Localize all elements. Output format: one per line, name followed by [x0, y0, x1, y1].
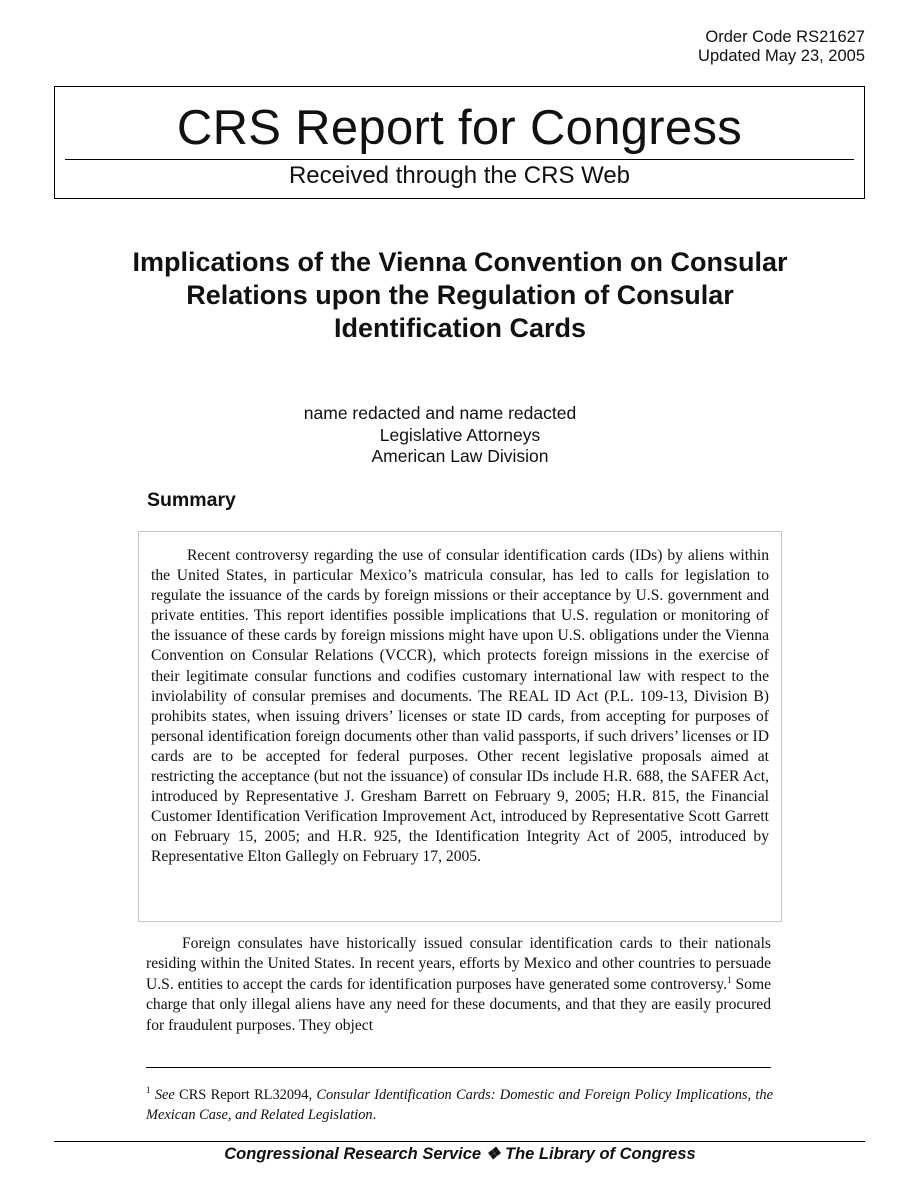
footer-text: Congressional Research Service ❖ The Library of Congress [224, 1145, 696, 1163]
updated-date: Updated May 23, 2005 [698, 47, 865, 65]
masthead-subtitle: Received through the CRS Web [288, 162, 631, 189]
author-names: name redacted and name redacted [303, 403, 577, 423]
footer-rule [54, 1141, 865, 1142]
footnote [146, 1085, 773, 1125]
author-block [0, 403, 920, 468]
footnote-see: See [154, 1087, 175, 1103]
masthead-title: CRS Report for Congress [176, 101, 743, 155]
footnote-ref: CRS Report RL32094, [174, 1087, 317, 1103]
summary-box [138, 531, 782, 922]
footnote-end: . [372, 1107, 377, 1123]
summary-heading: Summary [147, 489, 236, 511]
author-division: American Law Division [371, 446, 549, 466]
summary-text: Recent controversy regarding the use of consular identification cards (IDs) by aliens within the United States, in particular Mexico’s matricula consular, has led to calls for legislation to regulate the issuance of the cards by foreign missions or their acceptance by U.S. government and private entities. This report identifies possible implications that U.S. regulation or monitoring of the issuance of these cards by foreign missions might have upon U.S. obligations under the Vienna Convention on Consular Relations (VCCR), which protects foreign missions in the exercise of their legitimate consular functions and codifies customary international law with respect to the inviolability of consular premises and documents. The REAL ID Act (P.L. 109-13, Division B) prohibits states, when issuing drivers’ licenses or state ID cards, from accepting for purposes of personal identification foreign documents other than valid passports, if such drivers’ licenses or ID cards are to be accepted for federal purposes. Other recent legislative proposals aimed at restricting the acceptance (but not the issuance) of consular IDs include H.R. 688, the SAFER Act, introduced by Representative J. Gresham Barrett on February 9, 2005; H.R. 815, the Financial Customer Identification Verification Improvement Act, introduced by Representative Scott Garrett on February 15, 2005; and H.R. 925, the Identification Integrity Act of 2005, introduced by Representative Elton Gallegly on February 17, 2005. [151, 547, 769, 866]
order-code-block [698, 28, 865, 66]
author-position: Legislative Attorneys [379, 424, 541, 445]
order-code: Order Code RS21627 [705, 28, 865, 46]
footnote-rule [146, 1067, 771, 1068]
masthead-box [54, 86, 865, 199]
body-text-part1: Foreign consulates have historically issued consular identification cards to their nationals residing within the United States. In recent years, efforts by Mexico and other countries to persuade U.S. entities to accept the cards for identification purposes have generated some controversy. [146, 935, 771, 993]
body-paragraph [146, 934, 771, 1036]
masthead-rule [65, 159, 854, 160]
report-title: Implications of the Vienna Convention on Consular Relations upon the Regulation of Consular Identification Cards [132, 247, 788, 343]
footnote-title: Consular Identification Cards: Domestic and Foreign Policy Implications, the Mexican Case, and Related Legislation [146, 1087, 773, 1123]
footnote-reference[interactable]: 1 [726, 974, 732, 985]
footnote-number: 1 [146, 1085, 151, 1096]
body-text-part2: Some charge that only illegal aliens have any need for these documents, and that they are easily procured for fraudulent purposes. They object [146, 975, 771, 1034]
